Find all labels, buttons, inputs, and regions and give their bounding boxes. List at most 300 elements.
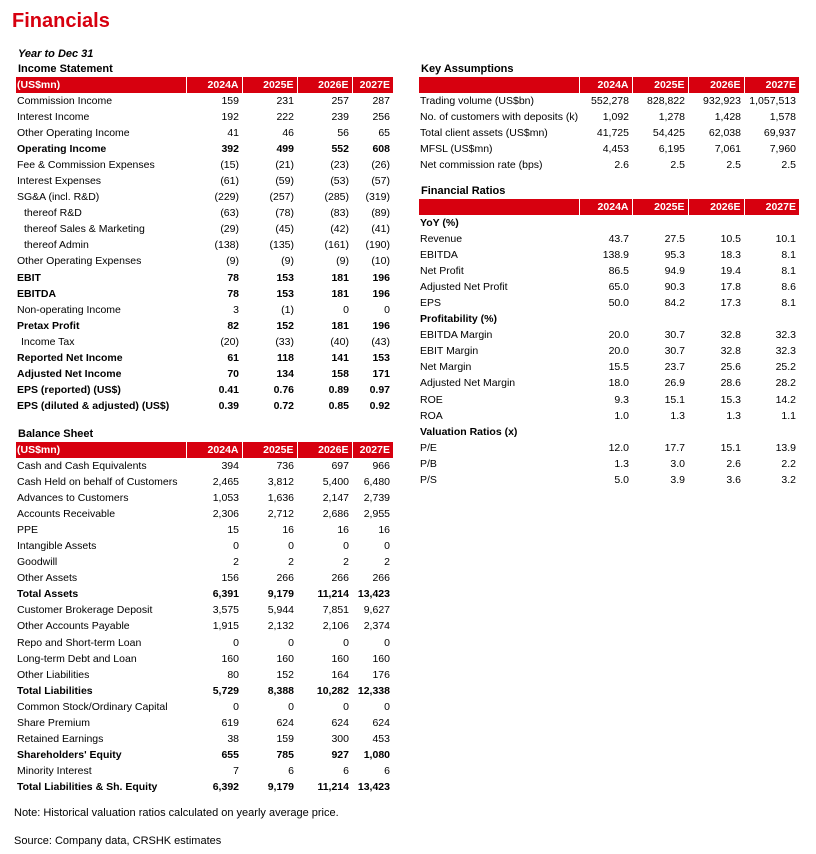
value-cell: (57) bbox=[371, 175, 390, 188]
value-cell: 54,425 bbox=[652, 126, 685, 139]
value-cell: 257 bbox=[331, 94, 349, 107]
table-row bbox=[419, 360, 799, 376]
table-row bbox=[419, 93, 799, 109]
table-row bbox=[16, 254, 393, 270]
value-cell: 300 bbox=[331, 733, 349, 746]
table-row bbox=[419, 263, 799, 279]
row-label: EPS (diluted & adjusted) (US$) bbox=[17, 400, 170, 413]
value-cell: 0 bbox=[343, 303, 349, 316]
row-label: Net Margin bbox=[420, 361, 472, 374]
value-cell: 181 bbox=[331, 271, 349, 284]
value-cell: 927 bbox=[331, 749, 349, 762]
value-cell: 6 bbox=[384, 765, 390, 778]
table-row bbox=[16, 302, 393, 318]
value-cell: 266 bbox=[372, 572, 390, 585]
row-label: No. of customers with deposits (k) bbox=[420, 110, 579, 123]
row-label: P/S bbox=[420, 474, 437, 487]
row-label: Long-term Debt and Loan bbox=[17, 652, 137, 665]
table-row bbox=[419, 295, 799, 311]
value-cell: 256 bbox=[372, 110, 390, 123]
table-row bbox=[16, 538, 393, 554]
table-row bbox=[419, 141, 799, 157]
value-cell: 160 bbox=[372, 652, 390, 665]
value-cell: 0 bbox=[384, 303, 390, 316]
value-cell: 0.85 bbox=[328, 400, 349, 413]
table-row bbox=[16, 555, 393, 571]
value-cell: 7,851 bbox=[322, 604, 349, 617]
value-cell: (45) bbox=[275, 223, 294, 236]
value-cell: 20.0 bbox=[608, 345, 629, 358]
value-cell: 231 bbox=[276, 94, 294, 107]
table-row bbox=[16, 667, 393, 683]
value-cell: 1,080 bbox=[363, 749, 390, 762]
value-cell: 2,374 bbox=[363, 620, 390, 633]
row-label: Total Liabilities & Sh. Equity bbox=[17, 781, 158, 794]
value-cell bbox=[632, 312, 688, 328]
table-row bbox=[16, 334, 393, 350]
header-year-cell: 2027E bbox=[352, 77, 393, 93]
table-header-row bbox=[16, 442, 393, 458]
table-row bbox=[16, 522, 393, 538]
value-cell: 2,465 bbox=[212, 475, 239, 488]
row-label: Repo and Short-term Loan bbox=[17, 636, 142, 649]
value-cell: 9,179 bbox=[267, 781, 294, 794]
balance-sheet-table bbox=[16, 442, 393, 796]
value-cell: (33) bbox=[275, 335, 294, 348]
header-year-cell: 2025E bbox=[632, 77, 688, 93]
value-cell: 624 bbox=[372, 717, 390, 730]
table-row bbox=[16, 141, 393, 157]
table-row bbox=[16, 318, 393, 334]
value-cell: 20.0 bbox=[608, 329, 629, 342]
table-row bbox=[419, 231, 799, 247]
value-cell: 9,179 bbox=[267, 588, 294, 601]
value-cell: 2,712 bbox=[267, 507, 294, 520]
value-cell: 56 bbox=[337, 126, 349, 139]
value-cell: 655 bbox=[221, 749, 239, 762]
row-label: EPS bbox=[420, 297, 442, 310]
value-cell: 0 bbox=[343, 636, 349, 649]
value-cell: 84.2 bbox=[664, 297, 685, 310]
value-cell: 28.2 bbox=[775, 377, 796, 390]
value-cell: 499 bbox=[276, 142, 294, 155]
row-label: Non-operating Income bbox=[17, 303, 121, 316]
header-unit-cell: (US$mn) bbox=[16, 77, 186, 93]
value-cell: (319) bbox=[365, 191, 390, 204]
table-row bbox=[16, 635, 393, 651]
header-year-cell: 2026E bbox=[688, 199, 744, 215]
value-cell: (9) bbox=[226, 255, 239, 268]
table-row bbox=[16, 157, 393, 173]
table-row bbox=[16, 238, 393, 254]
table-row bbox=[16, 716, 393, 732]
value-cell: (9) bbox=[281, 255, 294, 268]
value-cell: 394 bbox=[221, 459, 239, 472]
value-cell: 0 bbox=[233, 700, 239, 713]
row-label: Operating Income bbox=[17, 142, 107, 155]
value-cell: 1.3 bbox=[614, 457, 629, 470]
value-cell: 2.5 bbox=[670, 158, 685, 171]
value-cell: 5,400 bbox=[322, 475, 349, 488]
row-label: Other Liabilities bbox=[17, 668, 90, 681]
value-cell: 0.39 bbox=[218, 400, 239, 413]
value-cell: (42) bbox=[330, 223, 349, 236]
value-cell: 3,812 bbox=[267, 475, 294, 488]
value-cell: 2,106 bbox=[322, 620, 349, 633]
value-cell bbox=[579, 424, 632, 440]
value-cell: 43.7 bbox=[608, 232, 629, 245]
value-cell: 2,686 bbox=[322, 507, 349, 520]
value-cell: 19.4 bbox=[720, 264, 741, 277]
value-cell: 65.0 bbox=[608, 280, 629, 293]
table-row bbox=[419, 279, 799, 295]
income-statement-table bbox=[16, 77, 393, 415]
row-label: Total Assets bbox=[17, 588, 79, 601]
table-row bbox=[16, 651, 393, 667]
value-cell: 0 bbox=[384, 540, 390, 553]
value-cell: 70 bbox=[227, 368, 239, 381]
value-cell: 18.0 bbox=[608, 377, 629, 390]
value-cell: 552 bbox=[331, 142, 349, 155]
value-cell: (63) bbox=[220, 207, 239, 220]
value-cell: 90.3 bbox=[664, 280, 685, 293]
table-header-row bbox=[419, 199, 799, 215]
table-row bbox=[16, 173, 393, 189]
period-subtitle: Year to Dec 31 bbox=[18, 48, 94, 60]
header-year-cell: 2026E bbox=[297, 77, 352, 93]
value-cell: 828,822 bbox=[647, 94, 685, 107]
row-label: Share Premium bbox=[17, 717, 90, 730]
value-cell: (20) bbox=[220, 335, 239, 348]
row-label: Adjusted Net Profit bbox=[420, 280, 508, 293]
value-cell: 153 bbox=[276, 287, 294, 300]
value-cell: 3 bbox=[233, 303, 239, 316]
value-cell bbox=[744, 312, 799, 328]
table-row bbox=[16, 474, 393, 490]
row-label: Minority Interest bbox=[17, 765, 92, 778]
table-row bbox=[16, 699, 393, 715]
table-row bbox=[419, 408, 799, 424]
row-label: Interest Income bbox=[17, 110, 90, 123]
value-cell: 18.3 bbox=[720, 248, 741, 261]
value-cell: 736 bbox=[276, 459, 294, 472]
value-cell: 181 bbox=[331, 319, 349, 332]
row-label: Trading volume (US$bn) bbox=[420, 94, 534, 107]
value-cell: 156 bbox=[221, 572, 239, 585]
table-row bbox=[16, 587, 393, 603]
value-cell: 10,282 bbox=[316, 684, 349, 697]
value-cell: 10.1 bbox=[775, 232, 796, 245]
value-cell: 23.7 bbox=[664, 361, 685, 374]
value-cell bbox=[688, 424, 744, 440]
value-cell: 152 bbox=[276, 319, 294, 332]
value-cell: 164 bbox=[331, 668, 349, 681]
subsection-row bbox=[419, 215, 799, 231]
value-cell: 5.0 bbox=[614, 474, 629, 487]
value-cell: 61 bbox=[227, 352, 239, 365]
row-label: Shareholders' Equity bbox=[17, 749, 122, 762]
table-row bbox=[16, 351, 393, 367]
value-cell: 8.1 bbox=[781, 248, 796, 261]
value-cell: 5,729 bbox=[212, 684, 239, 697]
source-note: Source: Company data, CRSHK estimates bbox=[14, 835, 222, 847]
value-cell: 160 bbox=[276, 652, 294, 665]
value-cell: 7 bbox=[233, 765, 239, 778]
value-cell: (257) bbox=[269, 191, 294, 204]
value-cell: (89) bbox=[371, 207, 390, 220]
row-label: Fee & Commission Expenses bbox=[17, 158, 155, 171]
value-cell: (1) bbox=[281, 303, 294, 316]
header-year-cell: 2027E bbox=[744, 199, 799, 215]
row-label: Revenue bbox=[420, 232, 463, 245]
value-cell: 0.92 bbox=[369, 400, 390, 413]
value-cell: 1.1 bbox=[781, 409, 796, 422]
key-assumptions-title: Key Assumptions bbox=[421, 63, 514, 75]
value-cell: 0.89 bbox=[328, 384, 349, 397]
value-cell: (10) bbox=[371, 255, 390, 268]
value-cell bbox=[632, 424, 688, 440]
value-cell bbox=[632, 215, 688, 231]
table-row bbox=[419, 344, 799, 360]
row-label: ROE bbox=[420, 393, 443, 406]
value-cell: 118 bbox=[277, 352, 294, 365]
row-label: Cash Held on behalf of Customers bbox=[17, 475, 178, 488]
value-cell: 159 bbox=[221, 94, 239, 107]
table-row bbox=[16, 383, 393, 399]
value-cell: 7,960 bbox=[769, 142, 796, 155]
value-cell: 0.76 bbox=[273, 384, 294, 397]
value-cell: 13,423 bbox=[357, 588, 390, 601]
value-cell: 6,480 bbox=[363, 475, 390, 488]
value-cell: 158 bbox=[331, 368, 349, 381]
value-cell: 0 bbox=[343, 700, 349, 713]
value-cell: 94.9 bbox=[664, 264, 685, 277]
row-label: Adjusted Net Income bbox=[17, 368, 122, 381]
value-cell: (229) bbox=[214, 191, 239, 204]
row-label: Retained Earnings bbox=[17, 733, 104, 746]
value-cell: 0 bbox=[233, 636, 239, 649]
value-cell: 8.6 bbox=[781, 280, 796, 293]
value-cell: 2.5 bbox=[781, 158, 796, 171]
value-cell: (61) bbox=[220, 175, 239, 188]
value-cell: 95.3 bbox=[664, 248, 685, 261]
row-label: Other Operating Expenses bbox=[17, 255, 142, 268]
table-row bbox=[419, 440, 799, 456]
row-label: Intangible Assets bbox=[17, 540, 97, 553]
value-cell: 196 bbox=[372, 319, 390, 332]
row-label: YoY (%) bbox=[420, 216, 459, 229]
row-label: EBIT bbox=[17, 271, 41, 284]
value-cell: 13,423 bbox=[357, 781, 390, 794]
value-cell: 138.9 bbox=[602, 248, 629, 261]
value-cell: 2 bbox=[384, 556, 390, 569]
value-cell: 38 bbox=[227, 733, 239, 746]
row-label: Valuation Ratios (x) bbox=[420, 425, 518, 438]
value-cell: 15.3 bbox=[720, 393, 741, 406]
value-cell: 160 bbox=[331, 652, 349, 665]
row-label: Other Assets bbox=[17, 572, 78, 585]
value-cell: 9,627 bbox=[363, 604, 390, 617]
value-cell: (15) bbox=[220, 158, 239, 171]
income-statement-title: Income Statement bbox=[18, 63, 113, 75]
row-label: Customer Brokerage Deposit bbox=[17, 604, 153, 617]
table-row bbox=[419, 157, 799, 173]
header-year-cell: 2025E bbox=[242, 77, 297, 93]
value-cell: 9.3 bbox=[614, 393, 629, 406]
value-cell: 78 bbox=[227, 271, 239, 284]
value-cell: 86.5 bbox=[608, 264, 629, 277]
value-cell: 624 bbox=[331, 717, 349, 730]
table-row bbox=[419, 125, 799, 141]
value-cell: 6,392 bbox=[212, 781, 239, 794]
value-cell: 1,092 bbox=[602, 110, 629, 123]
table-row bbox=[419, 328, 799, 344]
value-cell: (26) bbox=[371, 158, 390, 171]
row-label: EPS (reported) (US$) bbox=[17, 384, 121, 397]
value-cell: 2 bbox=[343, 556, 349, 569]
value-cell bbox=[579, 215, 632, 231]
key-assumptions-table bbox=[419, 77, 799, 173]
table-row bbox=[16, 286, 393, 302]
row-label: MFSL (US$mn) bbox=[420, 142, 493, 155]
value-cell: 50.0 bbox=[608, 297, 629, 310]
value-cell: 6,391 bbox=[212, 588, 239, 601]
value-cell: 16 bbox=[378, 523, 390, 536]
table-row bbox=[419, 109, 799, 125]
row-label: Reported Net Income bbox=[17, 352, 123, 365]
header-unit-cell bbox=[419, 77, 579, 93]
value-cell: (138) bbox=[214, 239, 239, 252]
value-cell: (9) bbox=[336, 255, 349, 268]
value-cell: 552,278 bbox=[591, 94, 629, 107]
value-cell: 15.1 bbox=[664, 393, 685, 406]
table-row bbox=[16, 109, 393, 125]
table-row bbox=[16, 506, 393, 522]
value-cell: 453 bbox=[372, 733, 390, 746]
value-cell: 0 bbox=[384, 700, 390, 713]
value-cell: 10.5 bbox=[720, 232, 741, 245]
value-cell bbox=[579, 312, 632, 328]
value-cell: 32.8 bbox=[720, 345, 741, 358]
value-cell: (29) bbox=[220, 223, 239, 236]
row-label: Advances to Customers bbox=[17, 491, 129, 504]
table-row bbox=[16, 190, 393, 206]
header-year-cell: 2024A bbox=[579, 77, 632, 93]
value-cell: 28.6 bbox=[720, 377, 741, 390]
row-label: Total Liabilities bbox=[17, 684, 93, 697]
value-cell: 6 bbox=[288, 765, 294, 778]
row-label: SG&A (incl. R&D) bbox=[17, 191, 100, 204]
header-year-cell: 2025E bbox=[632, 199, 688, 215]
header-year-cell: 2026E bbox=[688, 77, 744, 93]
table-row bbox=[16, 125, 393, 141]
value-cell: 12.0 bbox=[608, 441, 629, 454]
header-year-cell: 2027E bbox=[744, 77, 799, 93]
value-cell: 15 bbox=[227, 523, 239, 536]
value-cell: 8.1 bbox=[781, 297, 796, 310]
table-row bbox=[16, 764, 393, 780]
value-cell bbox=[688, 215, 744, 231]
value-cell: 1.0 bbox=[614, 409, 629, 422]
value-cell: 7,061 bbox=[714, 142, 741, 155]
value-cell: 14.2 bbox=[775, 393, 796, 406]
value-cell: 41,725 bbox=[596, 126, 629, 139]
value-cell: 26.9 bbox=[664, 377, 685, 390]
value-cell: 16 bbox=[337, 523, 349, 536]
financial-ratios-table bbox=[419, 199, 799, 489]
value-cell: 153 bbox=[276, 271, 294, 284]
table-row bbox=[16, 93, 393, 109]
table-row bbox=[16, 222, 393, 238]
value-cell: 624 bbox=[276, 717, 294, 730]
value-cell: 8,388 bbox=[267, 684, 294, 697]
row-label: thereof R&D bbox=[24, 207, 82, 220]
value-cell: 25.2 bbox=[775, 361, 796, 374]
value-cell: 3.2 bbox=[781, 474, 796, 487]
value-cell: 46 bbox=[282, 126, 294, 139]
value-cell: 25.6 bbox=[720, 361, 741, 374]
value-cell: 2,955 bbox=[363, 507, 390, 520]
value-cell: 78 bbox=[227, 287, 239, 300]
row-label: Total client assets (US$mn) bbox=[420, 126, 548, 139]
value-cell: 1,428 bbox=[714, 110, 741, 123]
page-title: Financials bbox=[12, 10, 110, 32]
value-cell: 12,338 bbox=[357, 684, 390, 697]
table-row bbox=[419, 376, 799, 392]
value-cell: 41 bbox=[227, 126, 239, 139]
value-cell: 2.6 bbox=[726, 457, 741, 470]
value-cell bbox=[688, 312, 744, 328]
value-cell: 392 bbox=[221, 142, 239, 155]
value-cell: 1,278 bbox=[658, 110, 685, 123]
value-cell: 697 bbox=[331, 459, 349, 472]
row-label: Net Profit bbox=[420, 264, 464, 277]
value-cell: 160 bbox=[221, 652, 239, 665]
value-cell: 619 bbox=[221, 717, 239, 730]
value-cell: 153 bbox=[372, 352, 390, 365]
value-cell: 69,937 bbox=[763, 126, 796, 139]
header-year-cell: 2024A bbox=[579, 199, 632, 215]
value-cell: (190) bbox=[365, 239, 390, 252]
header-unit-cell: (US$mn) bbox=[16, 442, 186, 458]
table-row bbox=[16, 780, 393, 796]
table-row bbox=[16, 270, 393, 286]
row-label: thereof Sales & Marketing bbox=[24, 223, 145, 236]
value-cell: 2,739 bbox=[363, 491, 390, 504]
row-label: EBITDA Margin bbox=[420, 329, 493, 342]
value-cell: 3.0 bbox=[670, 457, 685, 470]
row-label: thereof Admin bbox=[24, 239, 89, 252]
value-cell: (43) bbox=[371, 335, 390, 348]
value-cell: 6,195 bbox=[658, 142, 685, 155]
subsection-row bbox=[419, 312, 799, 328]
value-cell: 287 bbox=[372, 94, 390, 107]
value-cell: 0.97 bbox=[369, 384, 390, 397]
value-cell: 2,147 bbox=[322, 491, 349, 504]
value-cell: 1.3 bbox=[670, 409, 685, 422]
table-row bbox=[16, 490, 393, 506]
value-cell: 80 bbox=[227, 668, 239, 681]
table-header-row bbox=[16, 77, 393, 93]
table-row bbox=[419, 247, 799, 263]
row-label: Net commission rate (bps) bbox=[420, 158, 543, 171]
value-cell: 17.3 bbox=[720, 297, 741, 310]
row-label: EBITDA bbox=[420, 248, 458, 261]
header-year-cell: 2025E bbox=[242, 442, 297, 458]
value-cell: 17.8 bbox=[720, 280, 741, 293]
value-cell: 266 bbox=[331, 572, 349, 585]
value-cell: 0 bbox=[233, 540, 239, 553]
